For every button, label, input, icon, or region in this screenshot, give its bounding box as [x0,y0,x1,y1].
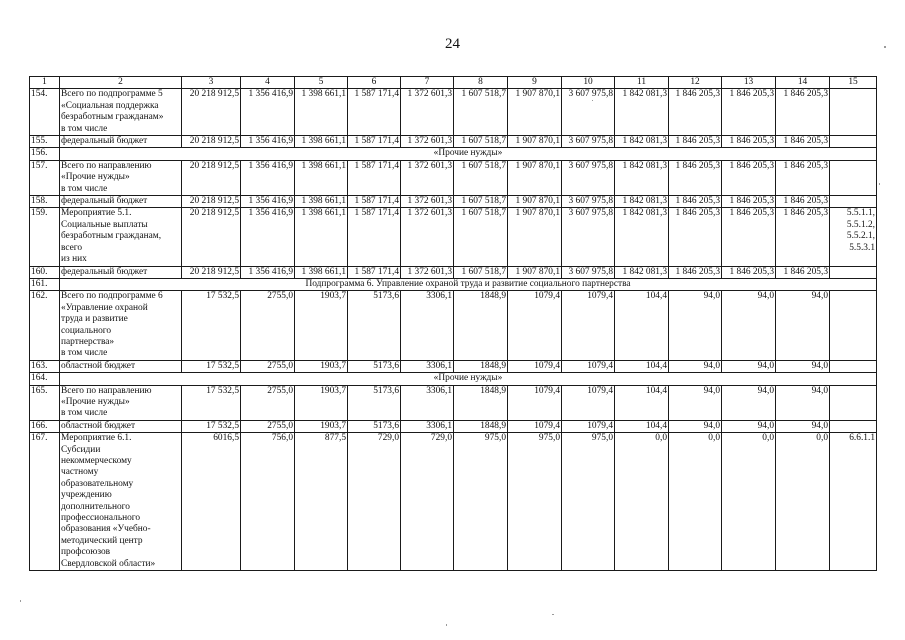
value-cell: 1 846 205,3 [669,160,722,195]
row-name-line: образования «Учебно- [61,524,151,535]
row-name-line: труда и развитие [61,314,128,325]
value-cell: 1 907 870,1 [508,160,562,195]
row-name [60,385,182,420]
row-number: 161. [30,278,60,290]
value-cell: 5173,6 [348,420,401,432]
row-name-line: федеральный бюджет [61,136,148,147]
value-cell: 3 607 975,8 [562,89,615,136]
value-cell: 94,0 [669,291,722,360]
row-name-line: некоммерческому [61,456,132,466]
header-cell: 4 [241,77,295,89]
value-cell: 1 846 205,3 [722,136,776,148]
value-cell: 1 587 171,4 [348,266,401,278]
header-cell: 10 [562,77,615,89]
value-cell: 2755,0 [241,360,295,372]
row-name [60,433,182,571]
table-row [30,291,877,360]
value-cell: 1 842 081,3 [615,266,669,278]
value-cell: 1 907 870,1 [508,208,562,266]
value-cell: 1 372 601,3 [401,136,454,148]
row-name-line: областной бюджет [61,420,136,431]
value-cell: 3 607 975,8 [562,208,615,266]
header-cell: 13 [722,77,776,89]
row-name [60,360,182,372]
header-cell: 14 [776,77,830,89]
value-cell: 1 842 081,3 [615,196,669,208]
scan-speck [592,100,593,101]
header-cell: 12 [669,77,722,89]
value-cell: 1 587 171,4 [348,196,401,208]
header-cell: 8 [454,77,508,89]
table-row [30,136,877,148]
value-cell: 1079,4 [508,360,562,372]
row-name-line: Мероприятие 6.1. [61,433,132,444]
value-cell: 1 398 661,1 [295,208,348,266]
value-cell: 0,0 [776,433,830,571]
header-cell: 3 [182,77,241,89]
value-cell: 1848,9 [454,420,508,432]
value-cell: 1 398 661,1 [295,266,348,278]
value-cell: 1 846 205,3 [669,266,722,278]
value-cell: 756,0 [241,433,295,571]
value-cell: 1 587 171,4 [348,208,401,266]
row-number: 166. [30,420,60,432]
row-name-line: безработным гражданам» [61,112,164,123]
header-cell: 9 [508,77,562,89]
row-name-line: Всего по подпрограмме 6 [61,291,163,302]
row-name-line: профсоюзов [61,547,111,558]
header-cell: 15 [830,77,877,89]
value-cell: 17 532,5 [182,420,241,432]
target-code-cell: 5.5.1.1, 5.5.1.2, 5.5.2.1, 5.5.3.1 [830,208,877,266]
row-name-line: Всего по направлению [61,385,152,396]
table-row [30,433,877,571]
value-cell: 1 607 518,7 [454,208,508,266]
value-cell: 104,4 [615,420,669,432]
value-cell: 6016,5 [182,433,241,571]
value-cell: 1 846 205,3 [669,89,722,136]
value-cell: 1079,4 [562,385,615,420]
table-row [30,385,877,420]
value-cell: 1 356 416,9 [241,160,295,195]
row-name [60,291,182,360]
value-cell: 1 607 518,7 [454,196,508,208]
value-cell: 1 907 870,1 [508,196,562,208]
value-cell: 1903,7 [295,360,348,372]
value-cell: 1 846 205,3 [776,196,830,208]
value-cell: 1 372 601,3 [401,266,454,278]
value-cell: 1 607 518,7 [454,89,508,136]
value-cell: 94,0 [776,420,830,432]
value-cell: 1 398 661,1 [295,160,348,195]
value-cell: 94,0 [722,360,776,372]
value-cell: 1 842 081,3 [615,136,669,148]
table-row [30,360,877,372]
value-cell: 3 607 975,8 [562,196,615,208]
value-cell: 1 398 661,1 [295,196,348,208]
value-cell: 1 846 205,3 [722,196,776,208]
header-cell: 7 [401,77,454,89]
value-cell: 1079,4 [562,420,615,432]
value-cell: 2755,0 [241,385,295,420]
value-cell: 1 587 171,4 [348,89,401,136]
value-cell: 1 907 870,1 [508,136,562,148]
row-name-line: безработным гражданам, [61,231,162,242]
value-cell: 1 607 518,7 [454,266,508,278]
value-cell: 20 218 912,5 [182,266,241,278]
scan-speck [446,624,447,626]
value-cell: 17 532,5 [182,385,241,420]
value-cell: 3 607 975,8 [562,136,615,148]
value-cell: 975,0 [454,433,508,571]
value-cell: 1848,9 [454,385,508,420]
row-name-line: из них [61,254,87,265]
value-cell: 17 532,5 [182,291,241,360]
value-cell: 729,0 [348,433,401,571]
row-number: 163. [30,360,60,372]
scan-speck [884,46,886,48]
row-number: 162. [30,291,60,360]
value-cell: 3 607 975,8 [562,266,615,278]
value-cell: 1 846 205,3 [722,160,776,195]
value-cell: 1 607 518,7 [454,160,508,195]
row-name-line: областной бюджет [61,360,136,371]
row-name-line: Социальные выплаты [61,219,148,230]
row-name-line: «Социальная поддержка [61,100,159,111]
value-cell: 1 356 416,9 [241,208,295,266]
row-name-line: партнерства» [61,336,115,347]
value-cell: 0,0 [722,433,776,571]
value-cell: 1 587 171,4 [348,136,401,148]
value-cell: 3306,1 [401,360,454,372]
row-name-line: частному [61,467,99,478]
row-name [60,136,182,148]
row-name [60,160,182,195]
value-cell: 1 842 081,3 [615,208,669,266]
row-name-line: образовательному [61,478,134,489]
value-cell: 94,0 [722,420,776,432]
value-cell: 1 372 601,3 [401,160,454,195]
value-cell: 1 907 870,1 [508,89,562,136]
row-number: 164. [30,373,60,385]
row-name-line: дополнительного [61,501,130,512]
value-cell: 1 846 205,3 [722,208,776,266]
target-code-cell [830,385,877,420]
row-name [60,266,182,278]
row-name-line: методический центр [61,535,143,546]
target-code-cell [830,196,877,208]
page-number: 24 [445,36,460,52]
table-row [30,89,877,136]
table-row [30,160,877,195]
row-name [60,196,182,208]
value-cell: 3306,1 [401,385,454,420]
value-cell: 1 398 661,1 [295,136,348,148]
target-code-cell [830,136,877,148]
value-cell: 5173,6 [348,360,401,372]
row-number: 160. [30,266,60,278]
value-cell: 1 398 661,1 [295,89,348,136]
value-cell: 1079,4 [562,360,615,372]
value-cell: 20 218 912,5 [182,89,241,136]
row-name-line: профессионального [61,513,141,524]
value-cell: 1 846 205,3 [776,208,830,266]
value-cell: 1 846 205,3 [776,160,830,195]
value-cell: 1 846 205,3 [722,89,776,136]
header-row [30,77,877,89]
value-cell: 0,0 [669,433,722,571]
target-code-cell [830,266,877,278]
row-name [60,420,182,432]
value-cell: 729,0 [401,433,454,571]
value-cell: 1 372 601,3 [401,89,454,136]
value-cell: 104,4 [615,385,669,420]
value-cell: 94,0 [722,291,776,360]
value-cell: 1903,7 [295,385,348,420]
section-title: «Прочие нужды» [60,373,877,385]
value-cell: 1 846 205,3 [722,266,776,278]
target-code-cell [830,360,877,372]
row-number: 154. [30,89,60,136]
value-cell: 1079,4 [508,420,562,432]
value-cell: 1 846 205,3 [776,266,830,278]
table-row [30,208,877,266]
value-cell: 3 607 975,8 [562,160,615,195]
value-cell: 1079,4 [508,291,562,360]
value-cell: 1903,7 [295,291,348,360]
scan-speck [20,600,21,602]
value-cell: 2755,0 [241,291,295,360]
row-name-line: в том числе [61,183,108,194]
value-cell: 1848,9 [454,360,508,372]
value-cell: 1 356 416,9 [241,136,295,148]
value-cell: 94,0 [669,360,722,372]
table-row [30,196,877,208]
value-cell: 3306,1 [401,420,454,432]
target-code-cell [830,420,877,432]
row-number: 155. [30,136,60,148]
value-cell: 1079,4 [508,385,562,420]
value-cell: 20 218 912,5 [182,136,241,148]
section-row [30,373,877,385]
value-cell: 20 218 912,5 [182,208,241,266]
row-name-line: «Прочие нужды» [61,396,130,407]
scan-speck [552,614,554,615]
section-row [30,278,877,290]
section-row [30,148,877,160]
value-cell: 1 846 205,3 [669,136,722,148]
row-name-line: Мероприятие 5.1. [61,208,132,219]
value-cell: 20 218 912,5 [182,196,241,208]
table-body [30,77,877,571]
row-name-line: Всего по направлению [61,160,152,171]
row-name-line: Свердловской области» [61,558,156,569]
value-cell: 1 846 205,3 [669,196,722,208]
row-name-line: учреждению [61,490,112,501]
row-number: 159. [30,208,60,266]
value-cell: 94,0 [776,360,830,372]
value-cell: 17 532,5 [182,360,241,372]
target-code-cell: 6.6.1.1 [830,433,877,571]
value-cell: 1 372 601,3 [401,196,454,208]
row-name [60,208,182,266]
value-cell: 1 356 416,9 [241,89,295,136]
row-name-line: в том числе [61,348,108,359]
budget-table [29,76,877,571]
value-cell: 5173,6 [348,291,401,360]
value-cell: 94,0 [722,385,776,420]
row-name-line: в том числе [61,408,108,419]
value-cell: 94,0 [776,291,830,360]
row-number: 167. [30,433,60,571]
header-cell: 1 [30,77,60,89]
value-cell: 1 356 416,9 [241,266,295,278]
value-cell: 94,0 [669,385,722,420]
value-cell: 1 607 518,7 [454,136,508,148]
row-name-line: «Управление охраной [61,302,148,313]
value-cell: 1 587 171,4 [348,160,401,195]
value-cell: 1 846 205,3 [776,136,830,148]
value-cell: 104,4 [615,291,669,360]
value-cell: 1848,9 [454,291,508,360]
row-name-line: федеральный бюджет [61,266,148,277]
table-row [30,266,877,278]
header-cell: 2 [60,77,182,89]
section-title: «Прочие нужды» [60,148,877,160]
value-cell: 94,0 [776,385,830,420]
value-cell: 1 846 205,3 [776,89,830,136]
value-cell: 1 842 081,3 [615,160,669,195]
value-cell: 1 356 416,9 [241,196,295,208]
header-cell: 6 [348,77,401,89]
value-cell: 20 218 912,5 [182,160,241,195]
row-name-line: в том числе [61,123,108,134]
value-cell: 104,4 [615,360,669,372]
value-cell: 1 372 601,3 [401,208,454,266]
row-name [60,89,182,136]
value-cell: 975,0 [562,433,615,571]
value-cell: 2755,0 [241,420,295,432]
target-code-cell [830,160,877,195]
value-cell: 877,5 [295,433,348,571]
value-cell: 1079,4 [562,291,615,360]
row-number: 158. [30,196,60,208]
row-name-line: Субсидии [61,444,101,455]
row-name-line: «Прочие нужды» [61,172,130,183]
value-cell: 3306,1 [401,291,454,360]
target-code-cell [830,291,877,360]
header-cell: 5 [295,77,348,89]
row-number: 157. [30,160,60,195]
row-number: 156. [30,148,60,160]
row-name-line: федеральный бюджет [61,196,148,207]
row-name-line: социального [61,325,112,336]
value-cell: 5173,6 [348,385,401,420]
value-cell: 1903,7 [295,420,348,432]
value-cell: 1 907 870,1 [508,266,562,278]
target-code-cell [830,89,877,136]
value-cell: 1 842 081,3 [615,89,669,136]
section-title: Подпрограмма 6. Управление охраной труда и развитие социального партнерства [60,278,877,290]
value-cell: 1 846 205,3 [669,208,722,266]
row-number: 165. [30,385,60,420]
scan-speck [879,183,880,185]
value-cell: 94,0 [669,420,722,432]
value-cell: 975,0 [508,433,562,571]
header-cell: 11 [615,77,669,89]
table-row [30,420,877,432]
row-name-line: Всего по подпрограмме 5 [61,89,163,100]
row-name-line: всего [61,242,83,253]
value-cell: 0,0 [615,433,669,571]
